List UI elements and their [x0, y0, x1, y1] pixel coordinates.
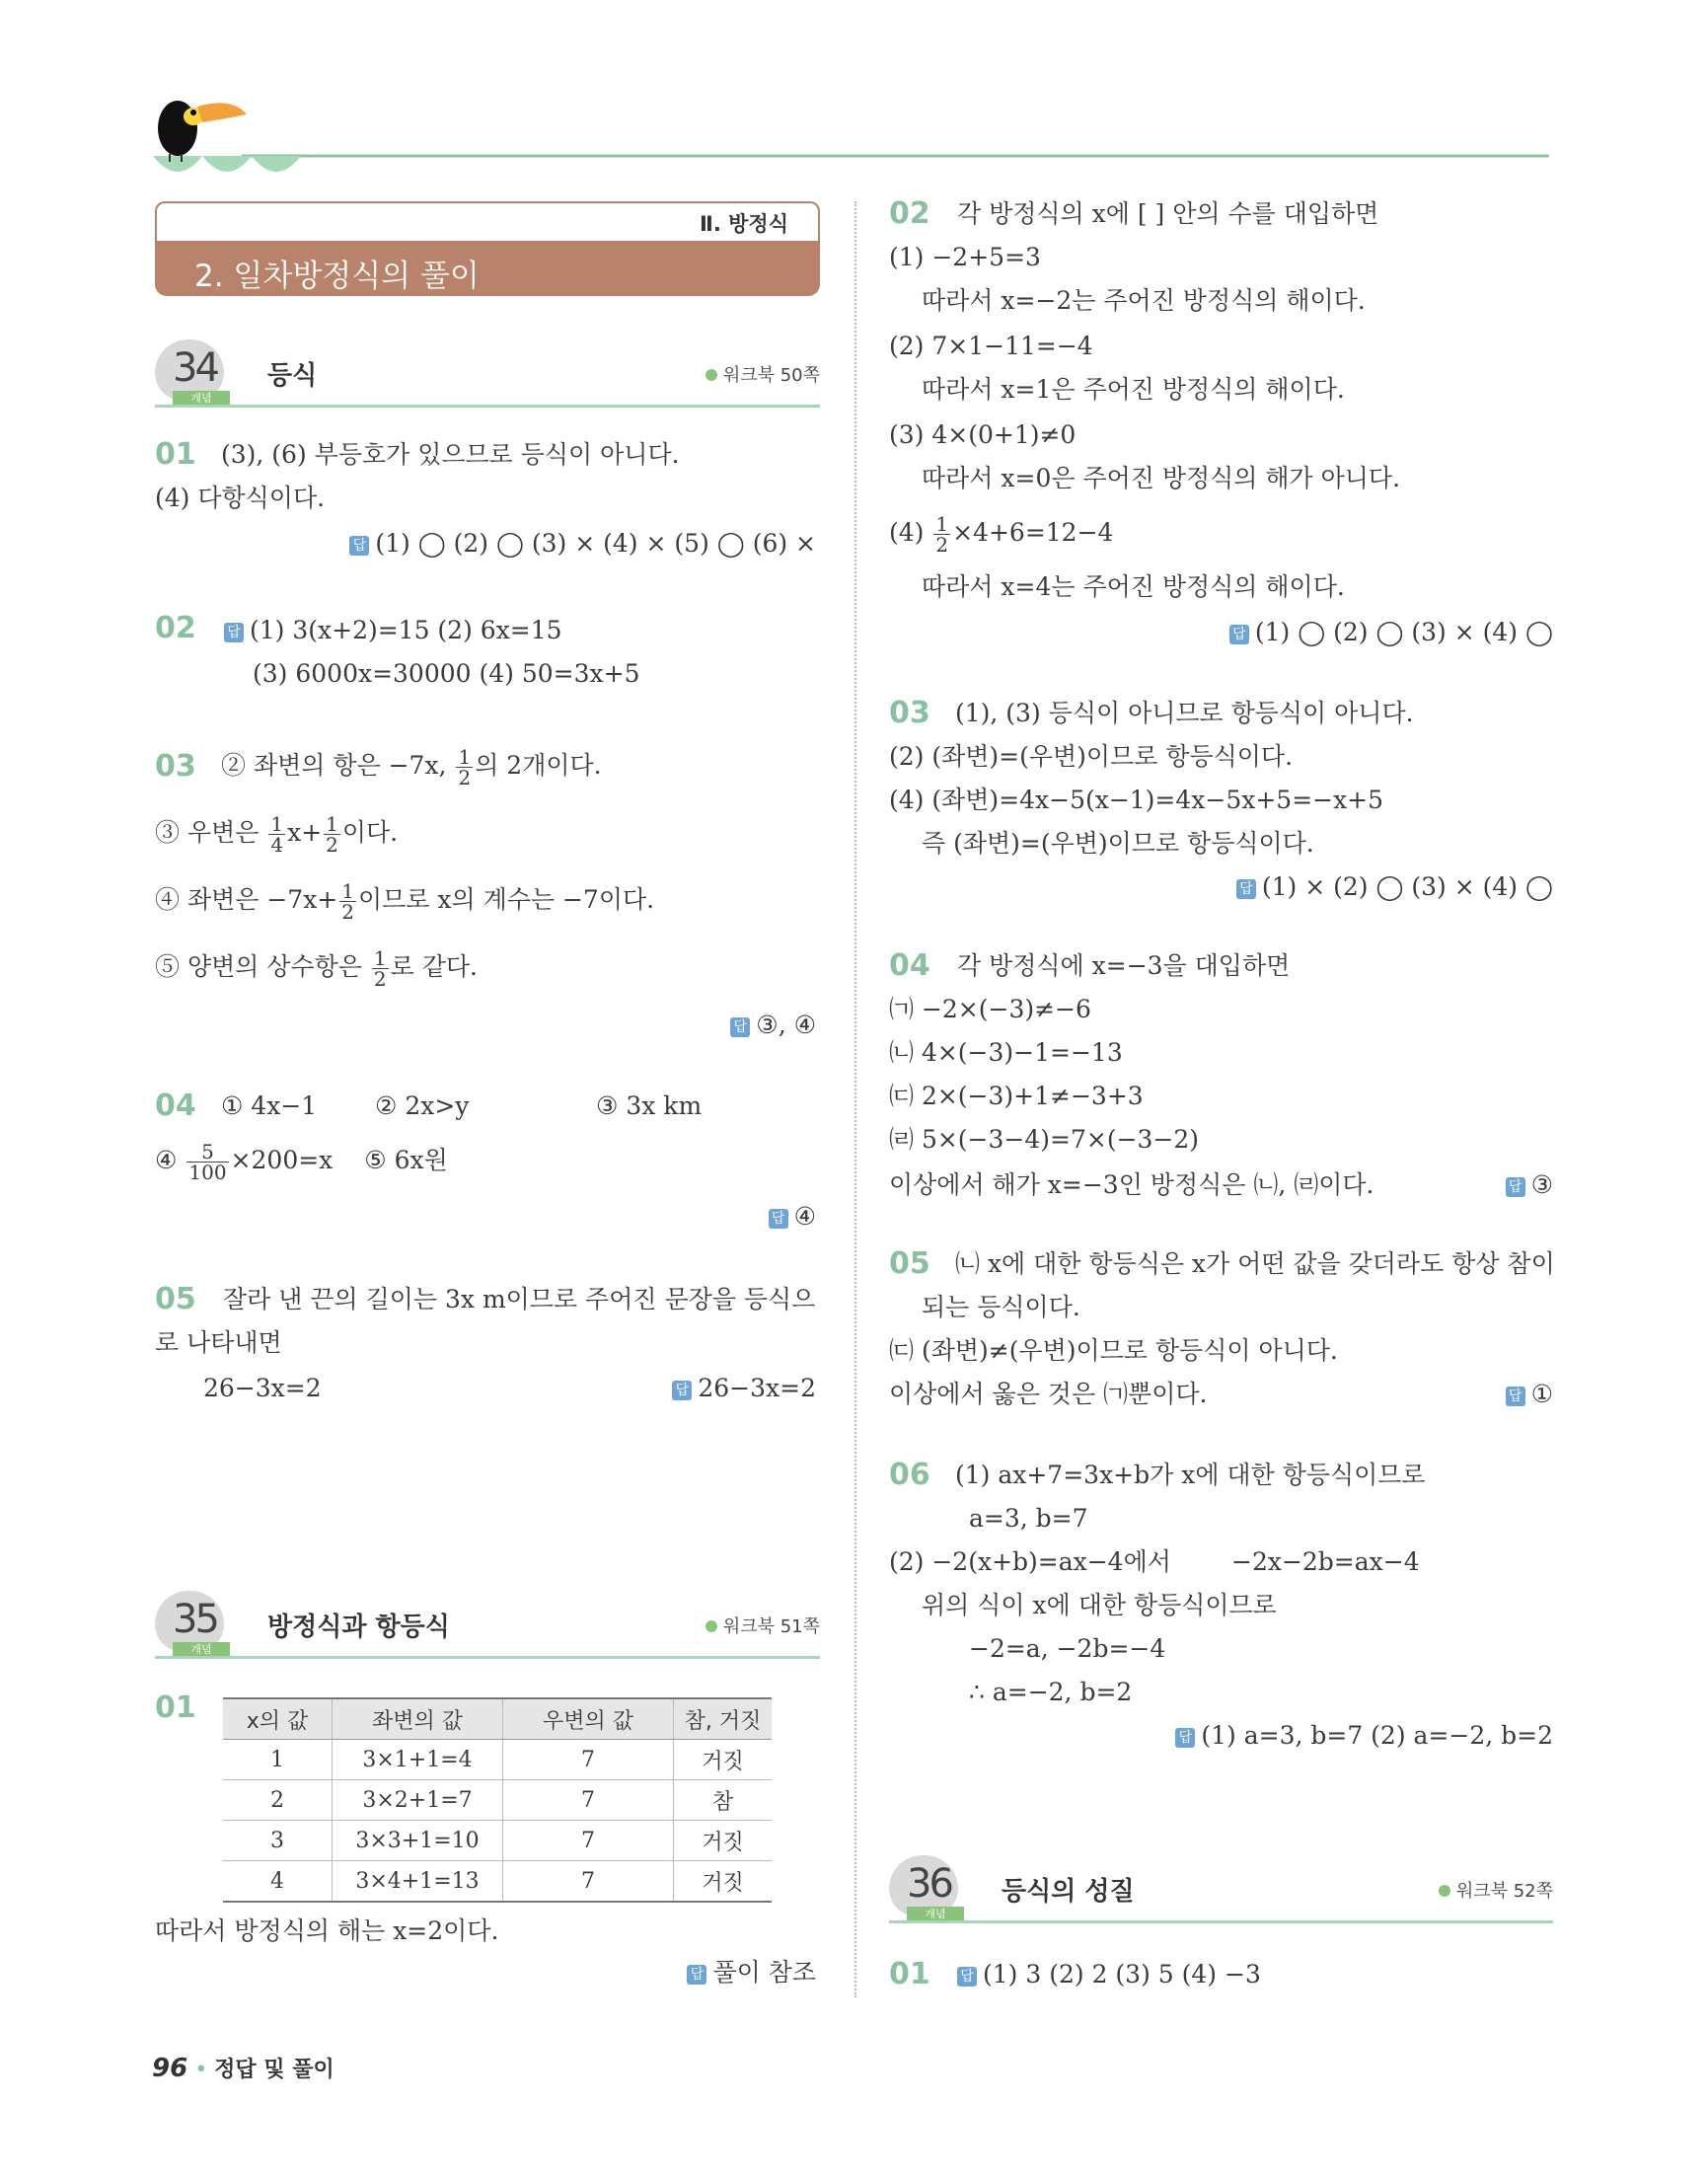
answer: 답 ③ [1506, 1170, 1553, 1200]
table-cell: 3 [223, 1821, 333, 1861]
text-line: ④ $\frac{5}{100}$ ×200=x ⑤ 6x원 [155, 1140, 448, 1184]
text-line: ㈀ −2×(−3)≠−6 [889, 995, 1091, 1023]
text-line: 위의 식이 x에 대한 항등식이므로 [922, 1591, 1277, 1619]
answer-icon: 답 [687, 1965, 706, 1985]
text-line: 각 방정식의 x에 [ ] 안의 수를 대입하면 [957, 199, 1379, 228]
section-tag: 개념 [907, 1907, 964, 1922]
text-line: 따라서 x=4는 주어진 방정식의 해이다. [922, 572, 1345, 601]
text-line: (2) 7×1−11=−4 [889, 332, 1093, 360]
text-line: (3) 4×(0+1)≠0 [889, 420, 1077, 449]
text-line: 즉 (좌변)=(우변)이므로 항등식이다. [922, 829, 1314, 858]
page-footer [152, 2053, 334, 2083]
text-line: ㈂ 2×(−3)+1≠−3+3 [889, 1082, 1144, 1110]
dot-icon [705, 1620, 717, 1632]
table-cell: 3×3+1=10 [333, 1821, 503, 1861]
toucan-icon [148, 89, 1559, 178]
chapter-label-box [155, 201, 820, 243]
table-cell: 거짓 [674, 1740, 773, 1780]
text-line: (1), (3) 등식이 아니므로 항등식이 아니다. [955, 699, 1414, 727]
dot-icon [705, 369, 717, 381]
question-number: 01 [889, 1957, 930, 1991]
text-line: (2) −2(x+b)=ax−4에서 [889, 1547, 1171, 1576]
fraction: $\frac{1}{4}$ [270, 812, 284, 857]
question-number: 05 [155, 1282, 196, 1316]
truth-table [223, 1697, 772, 1903]
text-line: 26−3x=2 [203, 1374, 322, 1402]
text-line: ㈁ x에 대한 항등식은 x가 어떤 값을 갖더라도 항상 참이 [955, 1249, 1555, 1278]
text-line: ∴ a=−2, b=2 [969, 1678, 1133, 1706]
section-title: 방정식과 항등식 [267, 1613, 450, 1642]
question-number: 03 [889, 696, 930, 730]
text-line: ④ 좌변은 −7x+ $\frac{1}{2}$ 이므로 x의 계수는 −7이다. [155, 879, 655, 924]
answer-icon: 답 [730, 1017, 750, 1037]
answer: 답 ① [1506, 1380, 1553, 1409]
answer: 답 ④ [769, 1202, 816, 1232]
answer-icon: 답 [1229, 625, 1249, 644]
fraction: $\frac{5}{100}$ [188, 1140, 227, 1184]
table-cell: 3×1+1=4 [333, 1740, 503, 1780]
bullet: • [194, 2058, 208, 2082]
table-header: x의 값 [223, 1698, 333, 1740]
table-header: 참, 거짓 [674, 1698, 773, 1740]
table-cell: 거짓 [674, 1861, 773, 1903]
answer-icon: 답 [1236, 879, 1256, 899]
section-34-header [155, 339, 820, 409]
question-number: 02 [155, 611, 196, 645]
answer: 답 (1) a=3, b=7 (2) a=−2, b=2 [1175, 1721, 1553, 1751]
text-line: ③ 3x km [596, 1091, 703, 1120]
answer-icon: 답 [224, 623, 244, 642]
table-cell: 7 [503, 1821, 674, 1861]
section-number: 34 [173, 345, 217, 391]
table-cell: 1 [223, 1740, 333, 1780]
text-line: ② 2x>y [375, 1091, 470, 1120]
question-number: 03 [155, 749, 196, 784]
text-line: (4) (좌변)=4x−5(x−1)=4x−5x+5=−x+5 [889, 786, 1384, 814]
table-row [223, 1740, 772, 1780]
answer: 답 (1) 3(x+2)=15 (2) 6x=15 [224, 616, 562, 645]
text-line: (3) 6000x=30000 (4) 50=3x+5 [253, 659, 640, 688]
chapter-label: Ⅱ. 방정식 [700, 212, 788, 236]
text-line: (4) $\frac{1}{2}$ ×4+6=12−4 [889, 512, 1114, 557]
question-number: 06 [889, 1458, 930, 1492]
table-cell: 거짓 [674, 1821, 773, 1861]
divider [155, 1656, 820, 1659]
page-number: 96 [152, 2054, 188, 2083]
header-decoration [148, 89, 1559, 178]
text-line: 따라서 x=1은 주어진 방정식의 해이다. [922, 375, 1345, 404]
fraction: $\frac{1}{2}$ [373, 946, 387, 991]
column-divider [854, 201, 856, 1997]
text-line: a=3, b=7 [969, 1504, 1088, 1533]
text-line: (4) 다항식이다. [155, 484, 326, 512]
table-row [223, 1780, 772, 1821]
question-number: 01 [155, 437, 196, 472]
answer: 답 풀이 참조 [687, 1958, 816, 1988]
fraction: $\frac{1}{2}$ [458, 745, 472, 789]
footer-label: 정답 및 풀이 [214, 2058, 334, 2082]
unit-title-banner [155, 241, 820, 296]
question-number: 04 [155, 1088, 196, 1123]
answer: 답 (1) ◯ (2) ◯ (3) × (4) × (5) ◯ (6) × [349, 529, 816, 559]
section-number: 35 [173, 1597, 217, 1642]
text-line: ㈃ 5×(−3−4)=7×(−3−2) [889, 1125, 1200, 1154]
section-35-header [155, 1591, 820, 1660]
section-36-header [889, 1855, 1553, 1924]
text-line: ① 4x−1 [221, 1091, 318, 1120]
answer-icon: 답 [1506, 1387, 1525, 1406]
answer: 답 (1) × (2) ◯ (3) × (4) ◯ [1236, 872, 1553, 902]
text-line: ⑤ 양변의 상수항은 $\frac{1}{2}$ 로 같다. [155, 946, 478, 991]
text-line: 따라서 x=0은 주어진 방정식의 해가 아니다. [922, 464, 1401, 492]
workbook-ref: 워크북 50쪽 [705, 361, 820, 387]
workbook-ref: 워크북 52쪽 [1439, 1877, 1553, 1903]
text-line: 이상에서 해가 x=−3인 방정식은 ㈁, ㈃이다. [889, 1170, 1374, 1199]
answer-icon: 답 [672, 1381, 692, 1400]
text-line: −2x−2b=ax−4 [1231, 1547, 1420, 1576]
text-line: ② 좌변의 항은 −7x, $\frac{1}{2}$ 의 2개이다. [221, 745, 602, 789]
fraction: $\frac{1}{2}$ [935, 512, 949, 557]
text-line: 따라서 x=−2는 주어진 방정식의 해이다. [922, 286, 1366, 315]
fraction: $\frac{1}{2}$ [341, 879, 354, 924]
question-number: 05 [889, 1246, 930, 1281]
table-cell: 7 [503, 1861, 674, 1903]
workbook-ref: 워크북 51쪽 [705, 1613, 820, 1638]
answer-icon: 답 [349, 536, 369, 556]
question-number: 02 [889, 196, 930, 231]
table-row [223, 1861, 772, 1903]
question-number: 04 [889, 948, 930, 983]
table-cell: 4 [223, 1861, 333, 1903]
table-cell: 2 [223, 1780, 333, 1821]
text-line: ㈂ (좌변)≠(우변)이므로 항등식이 아니다. [889, 1336, 1338, 1365]
table-cell: 3×4+1=13 [333, 1861, 503, 1903]
text-line: 잘라 낸 끈의 길이는 3x m이므로 주어진 문장을 등식으 [223, 1285, 816, 1313]
section-tag: 개념 [173, 1642, 230, 1658]
section-title: 등식의 성질 [1002, 1877, 1135, 1907]
answer-icon: 답 [1506, 1177, 1525, 1197]
table-cell: 7 [503, 1740, 674, 1780]
answer-icon: 답 [1175, 1728, 1195, 1748]
table-header: 우변의 값 [503, 1698, 674, 1740]
text-line: ㈁ 4×(−3)−1=−13 [889, 1038, 1123, 1067]
text-line: (3), (6) 부등호가 있으므로 등식이 아니다. [221, 440, 680, 469]
answer-icon: 답 [957, 1967, 977, 1987]
text-line: −2=a, −2b=−4 [969, 1634, 1166, 1663]
answer: 답 (1) ◯ (2) ◯ (3) × (4) ◯ [1229, 618, 1553, 647]
text-line: (2) (좌변)=(우변)이므로 항등식이다. [889, 742, 1294, 771]
text-line: (1) −2+5=3 [889, 243, 1041, 271]
table-header: 좌변의 값 [333, 1698, 503, 1740]
question-number: 01 [155, 1690, 196, 1725]
answer: 답 26−3x=2 [672, 1374, 816, 1403]
text-line: 각 방정식에 x=−3을 대입하면 [957, 951, 1291, 980]
answer-icon: 답 [769, 1209, 788, 1229]
text-line: 되는 등식이다. [922, 1293, 1080, 1321]
table-cell: 7 [503, 1780, 674, 1821]
section-title: 등식 [267, 361, 318, 391]
text-line: 따라서 방정식의 해는 x=2이다. [155, 1916, 499, 1945]
answer: 답 ③, ④ [730, 1011, 816, 1040]
dot-icon [1439, 1885, 1450, 1897]
table-cell: 참 [674, 1780, 773, 1821]
table-cell: 3×2+1=7 [333, 1780, 503, 1821]
unit-title: 2. 일차방정식의 풀이 [194, 259, 480, 294]
divider [155, 405, 820, 408]
text-line: 이상에서 옳은 것은 ㈀뿐이다. [889, 1380, 1208, 1408]
fraction: $\frac{1}{2}$ [326, 812, 338, 857]
text-line: (1) ax+7=3x+b가 x에 대한 항등식이므로 [955, 1461, 1426, 1489]
divider [889, 1920, 1553, 1923]
table-row [223, 1821, 772, 1861]
section-tag: 개념 [173, 391, 230, 407]
text-line: 로 나타내면 [155, 1328, 282, 1357]
text-line: ③ 우변은 $\frac{1}{4}$ x+ $\frac{1}{2}$ 이다. [155, 812, 399, 857]
section-number: 36 [907, 1861, 951, 1907]
answer: 답 (1) 3 (2) 2 (3) 5 (4) −3 [957, 1960, 1261, 1989]
